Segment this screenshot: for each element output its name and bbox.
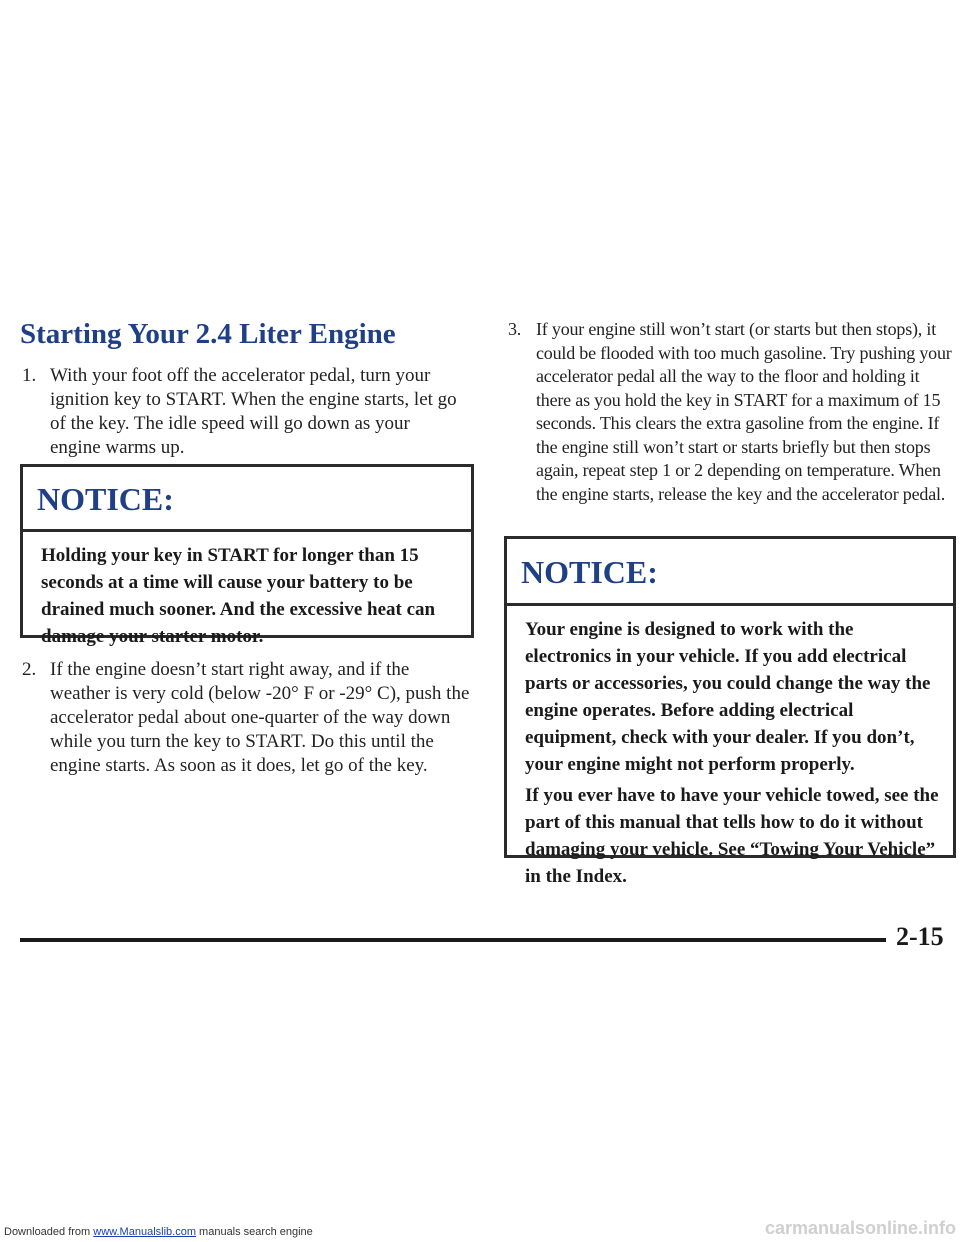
notice-body [507, 606, 953, 890]
manualslib-link[interactable]: www.Manualslib.com [93, 1226, 196, 1238]
notice-paragraph: Your engine is designed to work with the electronics in your vehicle. If you add electrical parts or accessories, you could change the way the engine operates. Before adding electrical equipment, check with your dealer. If you don’t, your engine might not perform properly. [525, 619, 931, 775]
step-3 [508, 318, 956, 506]
notice-heading: NOTICE: [507, 539, 953, 606]
notice-paragraph: Holding your key in START for longer than 15 seconds at a time will cause your battery to be drained much sooner. And the excessive heat can damage your starter motor. [41, 545, 436, 647]
notice-body [23, 532, 471, 650]
step-1 [22, 364, 462, 460]
step-number: 1. [22, 365, 37, 386]
notice-paragraph: If you ever have to have your vehicle towed, see the part of this manual that tells how to do it without damaging your vehicle. See “Towing Your Vehicle” in the Index. [525, 785, 939, 887]
notice-box-battery [20, 464, 474, 647]
footer-suffix: manuals search engine [199, 1226, 313, 1238]
notice-box-electrical [504, 536, 956, 887]
step-number: 3. [508, 319, 522, 339]
footer-prefix: Downloaded from [4, 1226, 91, 1238]
site-watermark: carmanualsonline.info [764, 1218, 956, 1238]
footer-rule [20, 938, 886, 942]
step-text: With your foot off the accelerator pedal, turn your ignition key to START. When the engine starts, let go of the key. The idle speed will go down as your engine warms up. [50, 365, 457, 458]
step-2 [22, 658, 470, 778]
section-title: Starting Your 2.4 Liter Engine [20, 318, 396, 350]
step-text: If the engine doesn’t start right away, and if the weather is very cold (below -20° F or -29° C), push the accelerator pedal about one-quarter of the way down while you turn the key to START. Do this until the engine starts. As soon as it does, let go of the key. [50, 659, 470, 776]
page-number: 2-15 [896, 922, 944, 951]
step-number: 2. [22, 659, 37, 680]
step-text: If your engine still won’t start (or starts but then stops), it could be flooded with too much gasoline. Try pushing your accelerator pedal all the way to the floor and holding it there as you hold the key in START for a maximum of 15 seconds. This clears the extra gasoline from the engine. If the engine still won’t start or starts briefly but then stops again, repeat step 1 or 2 depending on temperature. When the engine starts, release the key and the accelerator pedal. [536, 319, 952, 504]
notice-heading: NOTICE: [23, 467, 471, 532]
download-footer [4, 1226, 313, 1238]
